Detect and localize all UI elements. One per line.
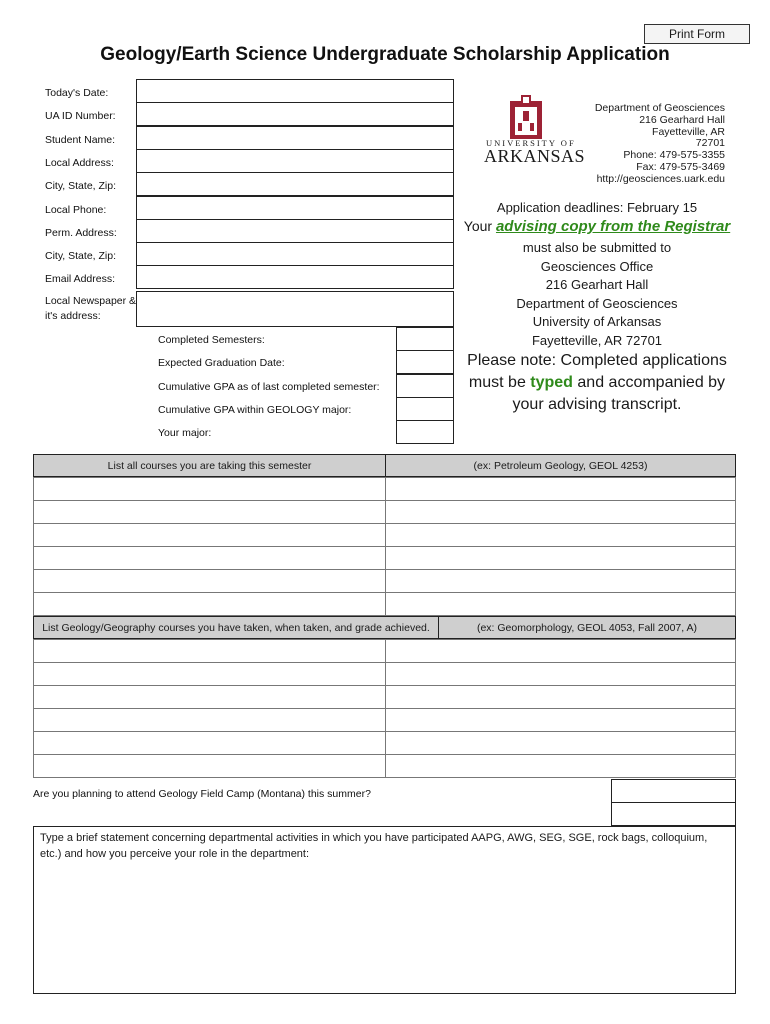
table-cell-course[interactable] (33, 523, 386, 547)
field-camp-answer-2[interactable] (611, 802, 736, 826)
academic-field-input[interactable] (396, 420, 454, 444)
table-cell-detail[interactable] (385, 731, 736, 755)
personal-field-input[interactable] (136, 79, 454, 103)
statement-prompt: Type a brief statement concerning departmental activities in which you have participated AAPG, AWG, SEG, SGE, rock bags, colloquium, etc.) and how you perceive your role in the department: (40, 832, 708, 860)
office-line: Geosciences Office (540, 258, 654, 274)
personal-field-label: Perm. Address: (45, 226, 117, 239)
current-courses-header: List all courses you are taking this semester (33, 454, 386, 477)
academic-field-input[interactable] (396, 350, 454, 374)
dept-address: 216 Gearhard Hall (639, 113, 725, 126)
personal-field-input[interactable] (136, 149, 454, 173)
table-cell-detail[interactable] (385, 754, 736, 778)
dept-zip: 72701 (695, 137, 725, 150)
table-cell-detail[interactable] (385, 569, 736, 593)
table-cell-detail[interactable] (385, 662, 736, 686)
table-cell-detail[interactable] (385, 685, 736, 709)
dept-url: http://geosciences.uark.edu (596, 172, 725, 185)
table-cell-course[interactable] (33, 592, 386, 616)
field-camp-answer-1[interactable] (611, 779, 736, 803)
statement-field[interactable] (33, 826, 736, 994)
logo-line1: UNIVERSITY OF (486, 138, 576, 148)
office-line: Fayetteville, AR 72701 (531, 332, 663, 348)
newspaper-label-1: Local Newspaper & (45, 295, 137, 307)
table-cell-course[interactable] (33, 708, 386, 732)
typed-emphasis: typed (530, 374, 573, 391)
table-cell-course[interactable] (33, 546, 386, 570)
academic-field-input[interactable] (396, 327, 454, 351)
form-title: Geology/Earth Science Undergraduate Scholarship Application (100, 44, 670, 65)
application-deadline: Application deadlines: February 15 (496, 200, 698, 215)
past-courses-example: (ex: Geomorphology, GEOL 4053, Fall 2007, A) (438, 616, 736, 639)
department-contact (595, 103, 725, 186)
personal-field-label: Local Phone: (45, 203, 107, 216)
advising-emphasis: advising copy from the Registrar (495, 218, 731, 235)
advising-prefix: Your (463, 218, 496, 234)
office-line: 216 Gearhart Hall (545, 277, 649, 292)
personal-field-label: City, State, Zip: (45, 250, 116, 263)
office-line: must also be submitted to (522, 240, 672, 255)
personal-field-input[interactable] (136, 219, 454, 243)
table-cell-course[interactable] (33, 569, 386, 593)
past-courses-header: List Geology/Geography courses you have taken, when taken, and grade achieved. (33, 616, 439, 639)
personal-field-label: Local Address: (45, 156, 114, 169)
office-address (452, 239, 742, 350)
office-line: Department of Geosciences (516, 295, 678, 311)
personal-field-label: Email Address: (45, 273, 116, 286)
personal-field-label: UA ID Number: (45, 110, 116, 123)
academic-field-input[interactable] (396, 397, 454, 421)
dept-name: Department of Geosciences (594, 102, 725, 114)
table-cell-detail[interactable] (385, 546, 736, 570)
dept-phone: Phone: 479-575-3355 (623, 149, 725, 162)
personal-field-input[interactable] (136, 172, 454, 196)
table-cell-detail[interactable] (385, 500, 736, 524)
current-courses-example: (ex: Petroleum Geology, GEOL 4253) (385, 454, 736, 477)
academic-field-input[interactable] (396, 374, 454, 398)
note-line1: Please note: Completed applications (467, 352, 727, 369)
personal-field-input[interactable] (136, 265, 454, 289)
note-line3: your advising transcript. (512, 396, 682, 413)
table-cell-detail[interactable] (385, 708, 736, 732)
personal-field-label: Student Name: (45, 133, 116, 146)
old-main-icon (510, 95, 542, 139)
table-cell-course[interactable] (33, 500, 386, 524)
advising-line (452, 218, 742, 235)
dept-city: Fayetteville, AR (652, 125, 725, 138)
table-cell-course[interactable] (33, 731, 386, 755)
personal-field-label: City, State, Zip: (45, 180, 116, 193)
personal-field-input[interactable] (136, 242, 454, 266)
personal-field-label: Today's Date: (45, 87, 109, 99)
office-line: University of Arkansas (532, 314, 662, 329)
table-cell-detail[interactable] (385, 477, 736, 501)
newspaper-field[interactable] (136, 291, 454, 327)
table-cell-course[interactable] (33, 685, 386, 709)
table-cell-detail[interactable] (385, 523, 736, 547)
personal-field-input[interactable] (136, 126, 454, 150)
print-form-button[interactable]: Print Form (644, 24, 750, 44)
note-line2: must be typed and accompanied by (468, 374, 726, 391)
personal-field-input[interactable] (136, 196, 454, 220)
submission-note (452, 350, 742, 416)
table-cell-course[interactable] (33, 477, 386, 501)
table-cell-course[interactable] (33, 639, 386, 663)
table-cell-course[interactable] (33, 662, 386, 686)
logo-line2: ARKANSAS (484, 146, 586, 166)
table-cell-course[interactable] (33, 754, 386, 778)
personal-field-input[interactable] (136, 102, 454, 126)
dept-fax: Fax: 479-575-3469 (636, 160, 725, 173)
table-cell-detail[interactable] (385, 592, 736, 616)
academic-field-label: Cumulative GPA as of last completed semester: (158, 380, 380, 393)
academic-field-label: Your major: (158, 427, 212, 440)
academic-field-label: Cumulative GPA within GEOLOGY major: (158, 403, 352, 416)
table-cell-detail[interactable] (385, 639, 736, 663)
field-camp-question: Are you planning to attend Geology Field Camp (Montana) this summer? (33, 788, 371, 800)
newspaper-label-2: it's address: (45, 310, 101, 322)
academic-field-label: Expected Graduation Date: (158, 357, 285, 370)
academic-field-label: Completed Semesters: (158, 334, 265, 346)
university-logo (510, 95, 542, 144)
